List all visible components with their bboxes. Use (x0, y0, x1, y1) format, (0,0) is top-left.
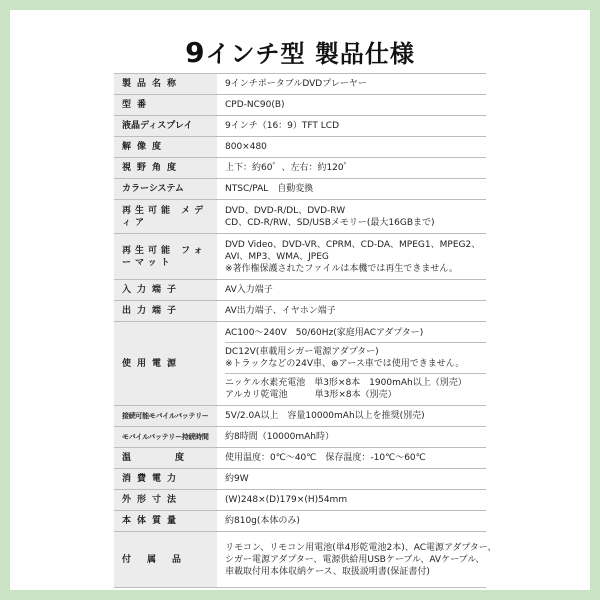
title-suffix: インチ型 (205, 40, 306, 68)
spec-row (114, 532, 486, 588)
spec-row (114, 490, 486, 511)
spec-value: ニッケル水素充電池 単3形×8本 1900mAh以上（別売） (225, 377, 467, 388)
spec-key: 外形寸法 (114, 490, 217, 511)
spec-value: AC100～240V 50/60Hz(家庭用ACアダプター) (225, 327, 424, 338)
spec-value: AV出力端子、イヤホン端子 (225, 306, 336, 316)
spec-row (114, 427, 486, 448)
spec-row (114, 158, 486, 179)
spec-key: 本体質量 (114, 511, 217, 532)
spec-value: リモコン、リモコン用電池(単4形乾電池2本)、AC電源アダプター、 (225, 542, 497, 553)
spec-key: 液晶ディスプレイ (114, 116, 217, 137)
spec-value: ※著作権保護されたファイルは本機では再生できません。 (225, 263, 458, 274)
spec-row (114, 469, 486, 490)
spec-key: 使用電源 (114, 322, 217, 406)
spec-key: 解像度 (114, 137, 217, 158)
spec-value: (W)248×(D)179×(H)54mm (225, 495, 348, 505)
spec-row (114, 137, 486, 158)
title-size: 9 (185, 36, 206, 69)
spec-key: 製品名称 (114, 74, 217, 95)
spec-row (114, 179, 486, 200)
spec-table (114, 73, 497, 588)
spec-value: CPD-NC90(B) (225, 100, 285, 110)
spec-row (114, 95, 486, 116)
spec-key: 接続可能モバイルバッテリー (114, 406, 217, 427)
spec-value: NTSC/PAL 自動変換 (225, 184, 314, 194)
spec-row (114, 511, 486, 532)
spec-row (114, 74, 486, 95)
spec-key: 付属品 (114, 532, 217, 588)
spec-value: アルカリ乾電池 単3形×8本（別売） (225, 389, 397, 400)
spec-value: DC12V(車載用シガー電源アダプター) (225, 346, 379, 357)
page-title (10, 34, 590, 69)
spec-value: 使用温度：0℃～40℃ 保存温度：-10℃～60℃ (225, 453, 426, 463)
spec-value: DVD、DVD-R/DL、DVD-RW (225, 205, 346, 216)
spec-row (114, 116, 486, 137)
spec-value: 9インチ（16：9）TFT LCD (225, 121, 340, 131)
spec-row (114, 322, 486, 406)
spec-card (10, 10, 590, 590)
spec-row (114, 234, 486, 280)
spec-key: カラーシステム (114, 179, 217, 200)
spec-key: 入力端子 (114, 280, 217, 301)
title-main: 製品仕様 (314, 40, 415, 68)
spec-key: 出力端子 (114, 301, 217, 322)
spec-key: 再生可能 フォーマット (114, 234, 217, 280)
spec-value: 約8時間（10000mAh時） (225, 432, 334, 442)
spec-value: 上下：約60゜、左右：約120゜ (225, 163, 353, 173)
spec-value: 5V/2.0A以上 容量10000mAh以上を推奨(別売) (225, 411, 425, 421)
spec-value: シガー電源アダプター、電源供給用USBケーブル、AVケーブル、 (225, 554, 485, 565)
spec-key: モバイルバッテリー持続時間 (114, 427, 217, 448)
spec-row (114, 406, 486, 427)
spec-row (114, 280, 486, 301)
spec-value: AVI、MP3、WMA、JPEG (225, 251, 329, 262)
spec-value: 約9W (225, 474, 249, 484)
spec-value: 車載取付用本体収納ケース、取扱説明書(保証書付) (225, 566, 430, 577)
spec-value: DVD Video、DVD-VR、CPRM、CD-DA、MPEG1、MPEG2、 (225, 239, 481, 250)
spec-value: AV入力端子 (225, 285, 273, 295)
spec-row (114, 448, 486, 469)
spec-value: 800×480 (225, 142, 267, 152)
spec-value: 約810g(本体のみ) (225, 516, 300, 526)
spec-value: CD、CD-R/RW、SD/USBメモリー(最大16GBまで) (225, 217, 435, 228)
spec-key: 視野角度 (114, 158, 217, 179)
spec-value: ※トラックなどの24V車、⊕アース車では使用できません。 (225, 358, 465, 369)
spec-key: 再生可能 メディア (114, 200, 217, 234)
spec-row (114, 200, 486, 234)
spec-key: 型番 (114, 95, 217, 116)
spec-key: 温度 (114, 448, 217, 469)
spec-value: 9インチポータブルDVDプレーヤー (225, 79, 367, 89)
spec-row (114, 301, 486, 322)
spec-key: 消費電力 (114, 469, 217, 490)
